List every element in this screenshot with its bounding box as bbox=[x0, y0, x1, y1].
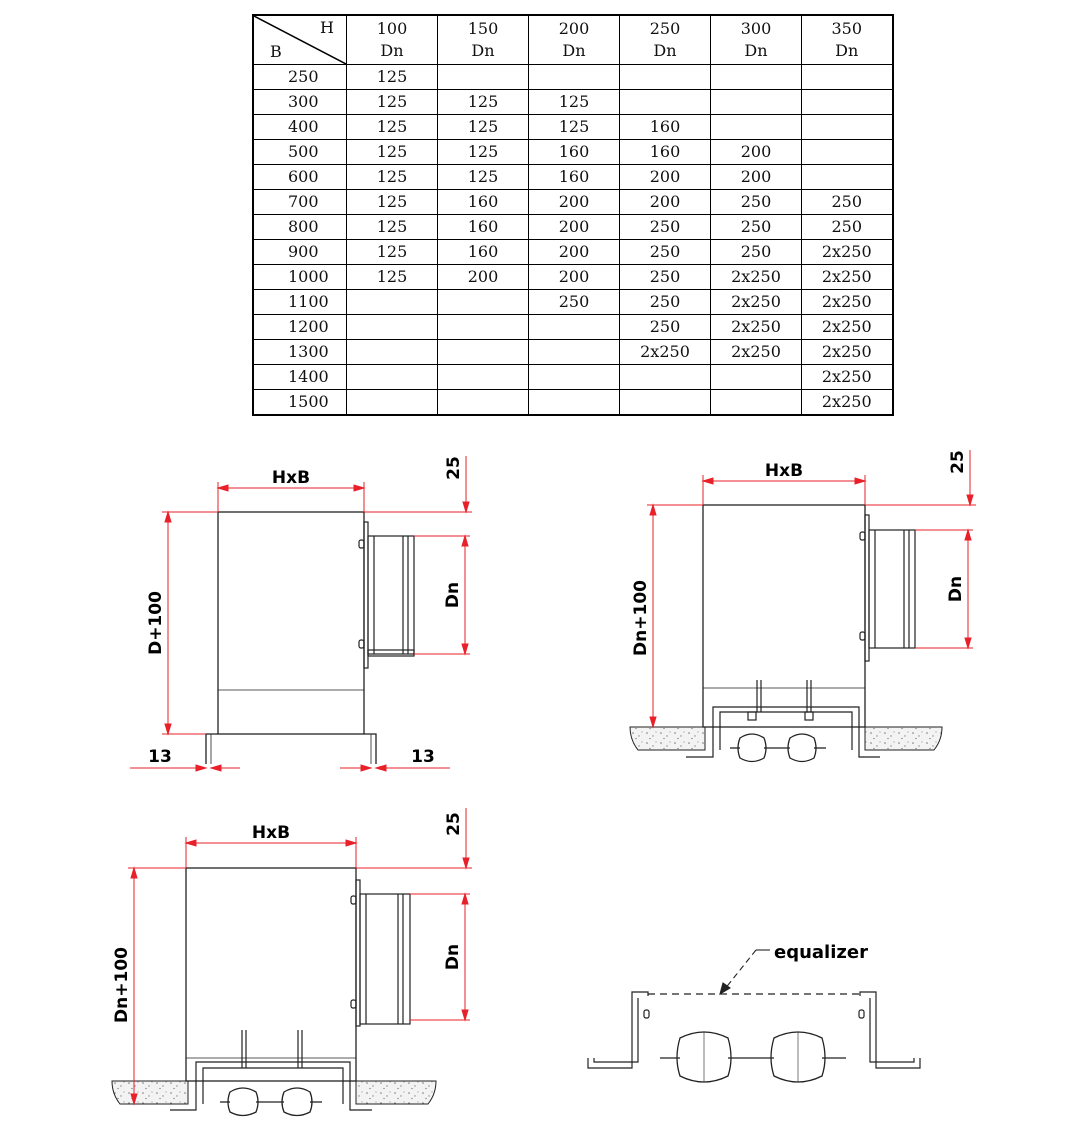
dimension-lines bbox=[128, 808, 472, 1104]
row-b-value: 1100 bbox=[253, 290, 347, 315]
column-h-value: 300 bbox=[740, 19, 772, 38]
table-cell: 125 bbox=[529, 115, 620, 140]
column-unit: Dn bbox=[744, 41, 768, 60]
table-cell: 125 bbox=[529, 90, 620, 115]
table-cell: 160 bbox=[529, 140, 620, 165]
callout-leader bbox=[720, 950, 770, 994]
table-cell: 200 bbox=[438, 265, 529, 290]
table-cell: 2x250 bbox=[711, 340, 802, 365]
column-unit: Dn bbox=[380, 41, 404, 60]
table-cell: 2x250 bbox=[802, 240, 893, 265]
column-h-value: 100 bbox=[376, 19, 408, 38]
table-cell: 125 bbox=[347, 115, 438, 140]
table-cell: 2x250 bbox=[620, 340, 711, 365]
table-cell: 200 bbox=[711, 140, 802, 165]
drawing-top-left bbox=[130, 456, 472, 771]
row-b-value: 1300 bbox=[253, 340, 347, 365]
table-cell: 125 bbox=[438, 115, 529, 140]
table-cell: 125 bbox=[347, 240, 438, 265]
table-cell: 200 bbox=[711, 165, 802, 190]
roller-elements bbox=[730, 734, 826, 762]
housing-box bbox=[186, 868, 356, 1081]
table-cell: 200 bbox=[529, 265, 620, 290]
table-cell: 2x250 bbox=[802, 315, 893, 340]
floor-channel bbox=[170, 1030, 372, 1110]
height-label: D+100 bbox=[146, 591, 166, 655]
column-h-value: 250 bbox=[649, 19, 681, 38]
row-b-value: 300 bbox=[253, 90, 347, 115]
table-cell: 200 bbox=[529, 190, 620, 215]
table-cell: 125 bbox=[438, 90, 529, 115]
row-b-value: 800 bbox=[253, 215, 347, 240]
table-cell: 2x250 bbox=[711, 315, 802, 340]
row-b-value: 1500 bbox=[253, 390, 347, 416]
drawing-bottom-right bbox=[588, 942, 920, 1082]
row-b-value: 1400 bbox=[253, 365, 347, 390]
corner-b-label: B bbox=[270, 42, 282, 61]
dn-label: Dn bbox=[443, 943, 463, 971]
table-cell: 250 bbox=[620, 215, 711, 240]
height-label: Dn+100 bbox=[631, 580, 651, 656]
row-b-value: 600 bbox=[253, 165, 347, 190]
table-cell: 250 bbox=[711, 215, 802, 240]
width-label: HxB bbox=[764, 461, 804, 481]
roller-elements bbox=[220, 1088, 322, 1116]
drawing-bottom-left bbox=[112, 808, 472, 1116]
row-b-value: 500 bbox=[253, 140, 347, 165]
drawing-top-right bbox=[630, 450, 976, 762]
table-cell: 2x250 bbox=[802, 390, 893, 416]
table-cell: 160 bbox=[620, 140, 711, 165]
dn-label: Dn bbox=[443, 581, 463, 609]
table-cell: 250 bbox=[620, 240, 711, 265]
table-cell: 200 bbox=[620, 165, 711, 190]
row-b-value: 900 bbox=[253, 240, 347, 265]
column-unit: Dn bbox=[835, 41, 859, 60]
table-cell: 125 bbox=[347, 265, 438, 290]
table-cell: 2x250 bbox=[802, 290, 893, 315]
table-cell: 200 bbox=[620, 190, 711, 215]
floor-channel bbox=[686, 680, 880, 757]
table-cell: 125 bbox=[438, 165, 529, 190]
offset-label: 25 bbox=[948, 450, 968, 474]
table-cell: 2x250 bbox=[802, 340, 893, 365]
equalizer-label: equalizer bbox=[774, 942, 868, 963]
dimension-lines bbox=[130, 456, 472, 771]
housing-box bbox=[703, 505, 865, 727]
table-cell: 2x250 bbox=[802, 365, 893, 390]
table-cell: 250 bbox=[802, 215, 893, 240]
table-cell: 160 bbox=[438, 190, 529, 215]
table-cell: 250 bbox=[620, 290, 711, 315]
dn-label: Dn bbox=[946, 575, 966, 603]
table-cell: 250 bbox=[620, 265, 711, 290]
table-cell: 2x250 bbox=[802, 265, 893, 290]
table-cell: 125 bbox=[347, 90, 438, 115]
column-unit: Dn bbox=[562, 41, 586, 60]
leg-left-label: 13 bbox=[148, 747, 172, 767]
table-cell: 2x250 bbox=[711, 265, 802, 290]
table-cell: 250 bbox=[529, 290, 620, 315]
table-cell: 250 bbox=[802, 190, 893, 215]
width-label: HxB bbox=[271, 468, 311, 488]
height-label: Dn+100 bbox=[112, 947, 132, 1023]
table-cell: 125 bbox=[347, 190, 438, 215]
row-b-value: 1200 bbox=[253, 315, 347, 340]
table-cell: 250 bbox=[711, 190, 802, 215]
column-h-value: 200 bbox=[558, 19, 590, 38]
spigot-collar bbox=[860, 515, 915, 661]
spigot-collar bbox=[359, 522, 414, 668]
table-cell: 125 bbox=[347, 65, 438, 90]
spigot-collar bbox=[351, 880, 410, 1026]
table-cell: 125 bbox=[438, 140, 529, 165]
table-cell: 2x250 bbox=[711, 290, 802, 315]
table-cell: 160 bbox=[438, 240, 529, 265]
table-cell: 160 bbox=[620, 115, 711, 140]
table-cell: 250 bbox=[711, 240, 802, 265]
roller-elements bbox=[660, 1032, 846, 1082]
row-b-value: 250 bbox=[253, 65, 347, 90]
table-cell: 125 bbox=[347, 165, 438, 190]
table-cell: 160 bbox=[529, 165, 620, 190]
table-cell: 250 bbox=[620, 315, 711, 340]
table-cell: 200 bbox=[529, 215, 620, 240]
column-h-value: 350 bbox=[831, 19, 863, 38]
offset-label: 25 bbox=[444, 812, 464, 836]
offset-label: 25 bbox=[444, 456, 464, 480]
table-cell: 160 bbox=[438, 215, 529, 240]
table-cell: 200 bbox=[529, 240, 620, 265]
row-b-value: 700 bbox=[253, 190, 347, 215]
table-cell: 125 bbox=[347, 215, 438, 240]
table-cell: 125 bbox=[347, 140, 438, 165]
width-label: HxB bbox=[251, 823, 291, 843]
column-unit: Dn bbox=[653, 41, 677, 60]
floor-section bbox=[112, 1081, 436, 1104]
column-unit: Dn bbox=[471, 41, 495, 60]
corner-h-label: H bbox=[320, 18, 334, 37]
floor-section bbox=[630, 727, 942, 750]
housing-box bbox=[206, 512, 376, 764]
column-h-value: 150 bbox=[467, 19, 499, 38]
row-b-value: 1000 bbox=[253, 265, 347, 290]
row-b-value: 400 bbox=[253, 115, 347, 140]
channel-profile bbox=[588, 992, 920, 1068]
leg-right-label: 13 bbox=[411, 747, 435, 767]
